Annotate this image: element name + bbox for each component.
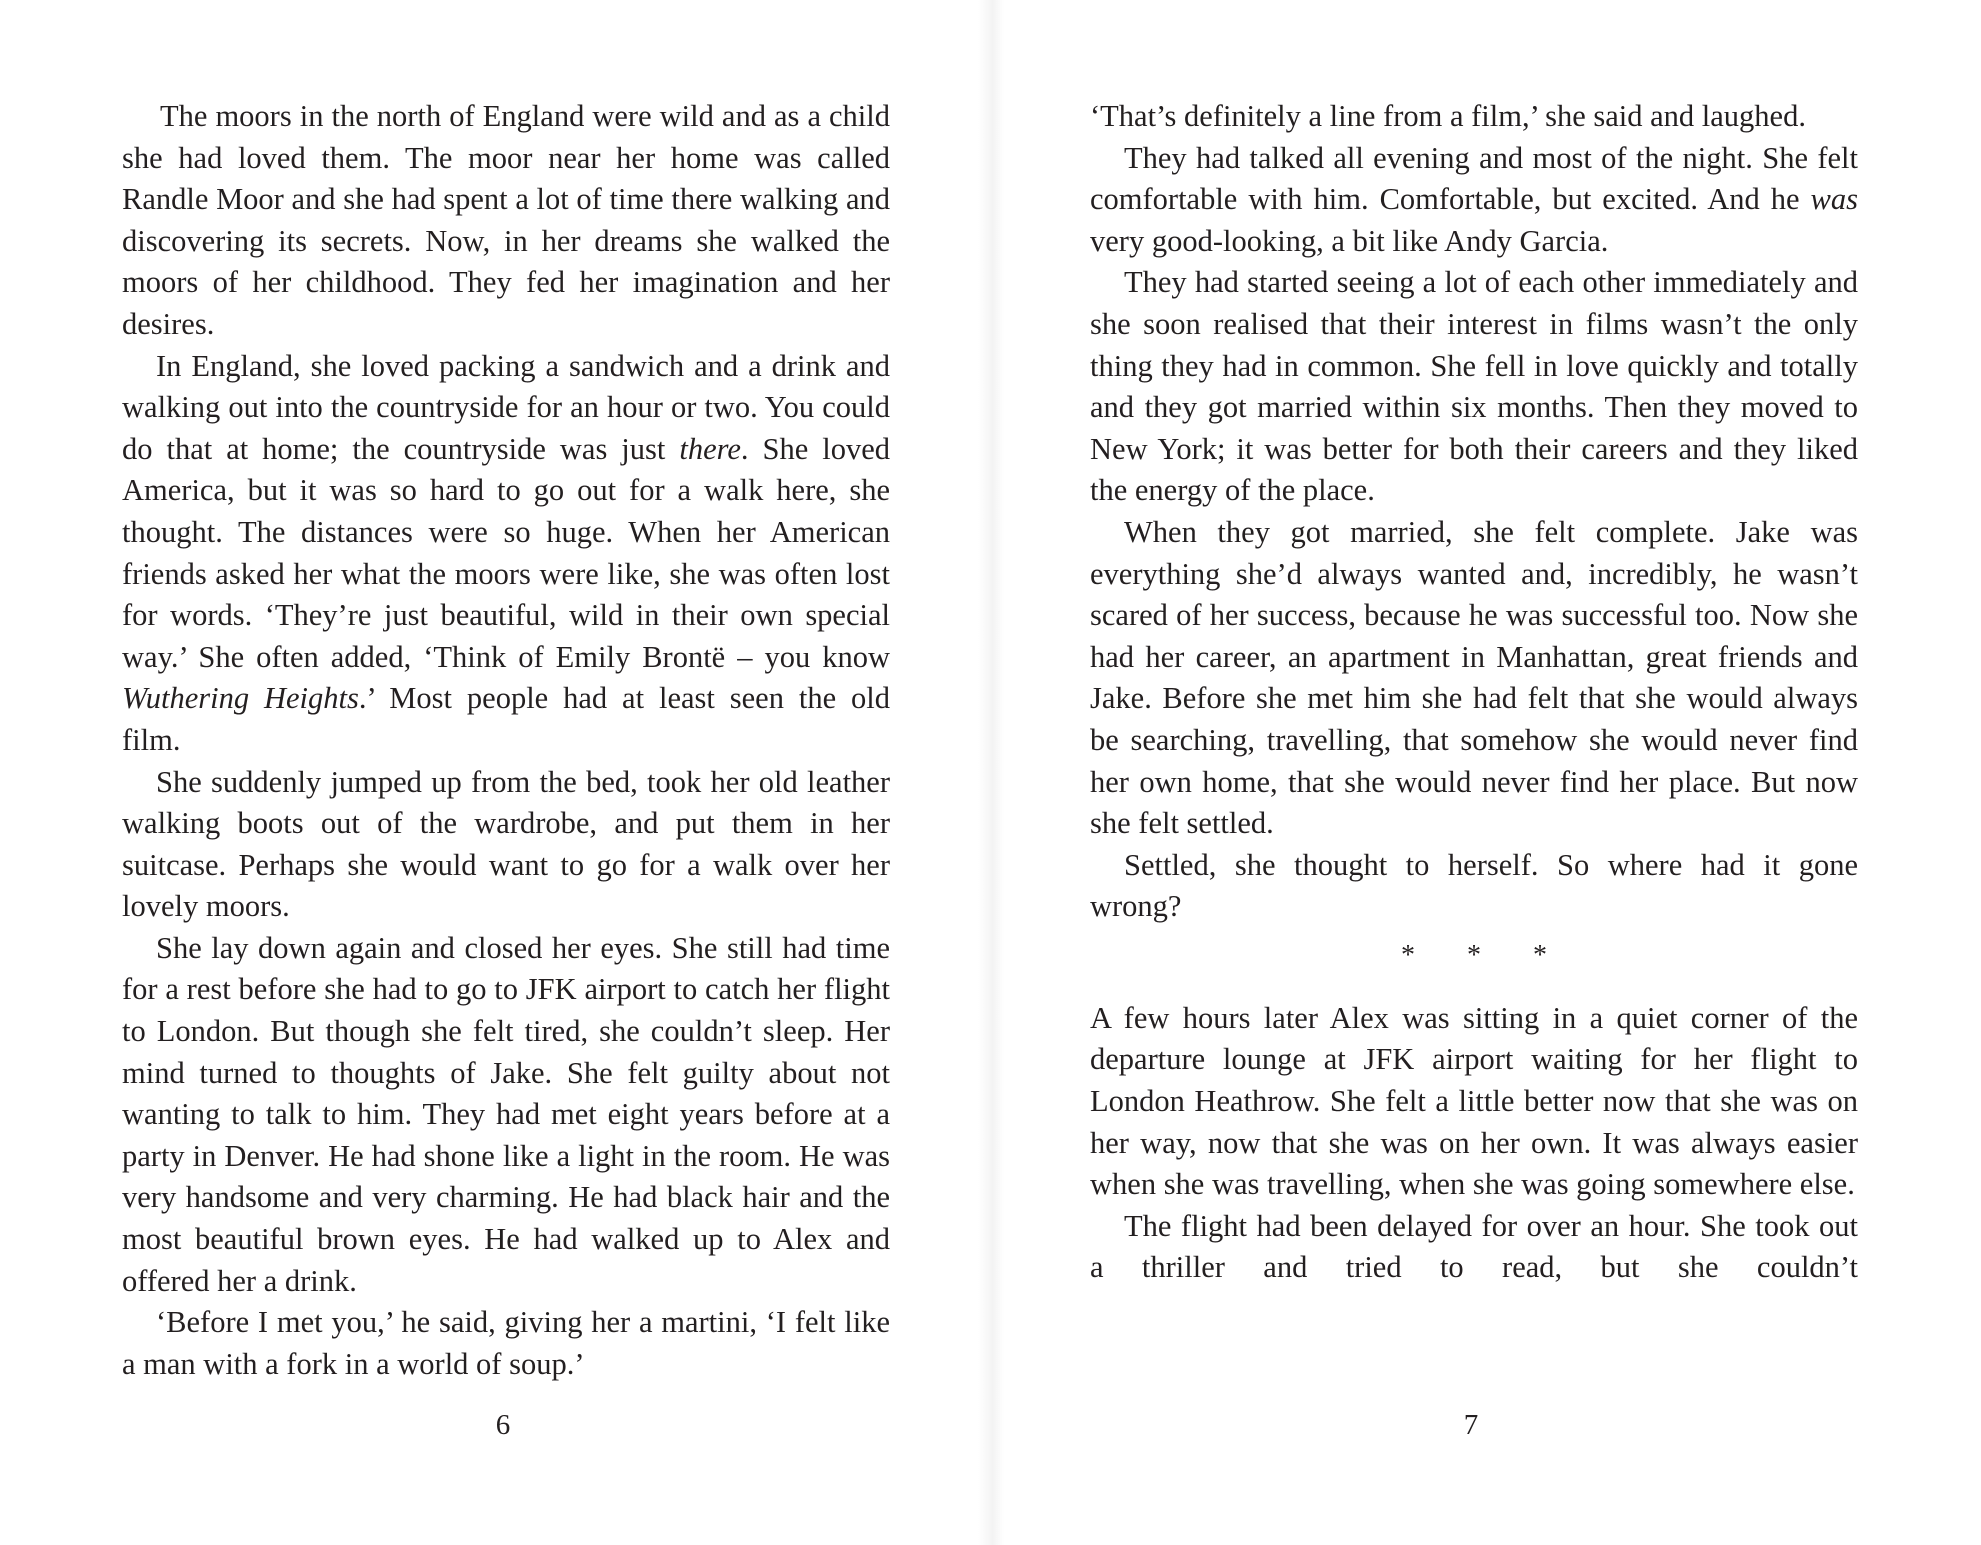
page-number-left: 6 xyxy=(495,1409,511,1441)
text-run: . She loved America, but it was so hard to go out for a walk here, she thought. The distances were so huge. When her American friends asked her what the moors were like, she was often lost for words. ‘They’re just beautiful, wild in their own special way.’ She often added, ‘Think of Emily Brontë – you know xyxy=(122,431,890,674)
paragraph xyxy=(1090,138,1858,263)
scene-break xyxy=(1090,928,1858,998)
paragraph: When they got married, she felt complete. Jake was everything she’d always wanted and, incredibly, he wasn’t scared of her success, because he was successful too. Now she had her career, an apartment in Manhattan, great friends and Jake. Before she met him she had felt that she would always be searching, travelling, that somehow she would never find her own home, that she would never find her place. But now she felt settled. xyxy=(1090,514,1858,841)
text-run: In England, she loved packing a sandwich and a drink and walking out into the countryside for an hour or two. You could do that at home; the countryside was just xyxy=(122,348,890,466)
text-run: .’ Most people had at least seen the old film. xyxy=(122,681,890,757)
scene-break-star: * xyxy=(1401,939,1415,971)
paragraph: She suddenly jumped up from the bed, took her old leather walking boots out of the wardrobe, and put them in her suitcase. Perhaps she would want to go for a walk over her lovely moors. xyxy=(122,764,890,924)
paragraph: She lay down again and closed her eyes. She still had time for a rest before she had to go to JFK airport to catch her flight to London. But though she felt tired, she couldn’t sleep. Her mind turned to thoughts of Jake. She felt guilty about not wanting to talk to him. They had met eight years before at a party in Denver. He had shone like a light in the room. He was very handsome and very charming. He had black hair and the most beautiful brown eyes. He had walked up to Alex and offered her a drink. xyxy=(122,930,890,1298)
paragraph: A few hours later Alex was sitting in a quiet corner of the departure lounge at JFK airport waiting for her flight to London Heathrow. She felt a little better now that she was on her way, now that she was on her own. It was always easier when she was travelling, when she was going somewhere else. xyxy=(1090,1000,1858,1202)
right-page xyxy=(1090,96,1858,1289)
emphasis: Wuthering Heights xyxy=(122,681,359,716)
page-number-right: 7 xyxy=(1463,1409,1479,1441)
emphasis: was xyxy=(1810,182,1858,217)
scene-break-star: * xyxy=(1467,939,1481,971)
emphasis: there xyxy=(679,431,741,466)
text-run: They had talked all evening and most of the night. She felt comfortable with him. Comfortable, but excited. And he xyxy=(1090,140,1858,217)
right-page-text xyxy=(1090,96,1858,1289)
left-page-text xyxy=(122,96,890,1385)
paragraph: The flight had been delayed for over an hour. She took out a thriller and tried to read, but she couldn’t xyxy=(1090,1208,1858,1285)
paragraph xyxy=(122,346,890,762)
text-run: very good-looking, a bit like Andy Garcia. xyxy=(1090,223,1609,258)
paragraph: The moors in the north of England were wild and as a child she had loved them. The moor near her home was called Randle Moor and she had spent a lot of time there walking and discovering its secrets. Now, in her dreams she walked the moors of her childhood. They fed her imagination and her desires. xyxy=(122,99,890,341)
paragraph: ‘Before I met you,’ he said, giving her a martini, ‘I felt like a man with a fork in a world of soup.’ xyxy=(122,1305,890,1381)
paragraph: Settled, she thought to herself. So where had it gone wrong? xyxy=(1090,847,1858,924)
paragraph: They had started seeing a lot of each other immediately and she soon realised that their interest in films wasn’t the only thing they had in common. She fell in love quickly and totally and they got married within six months. Then they moved to New York; it was better for both their careers and they liked the energy of the place. xyxy=(1090,265,1858,508)
paragraph: ‘That’s definitely a line from a film,’ she said and laughed. xyxy=(1090,99,1806,133)
scene-break-star: * xyxy=(1533,939,1547,971)
book-gutter xyxy=(978,0,1004,1545)
left-page xyxy=(122,96,890,1385)
